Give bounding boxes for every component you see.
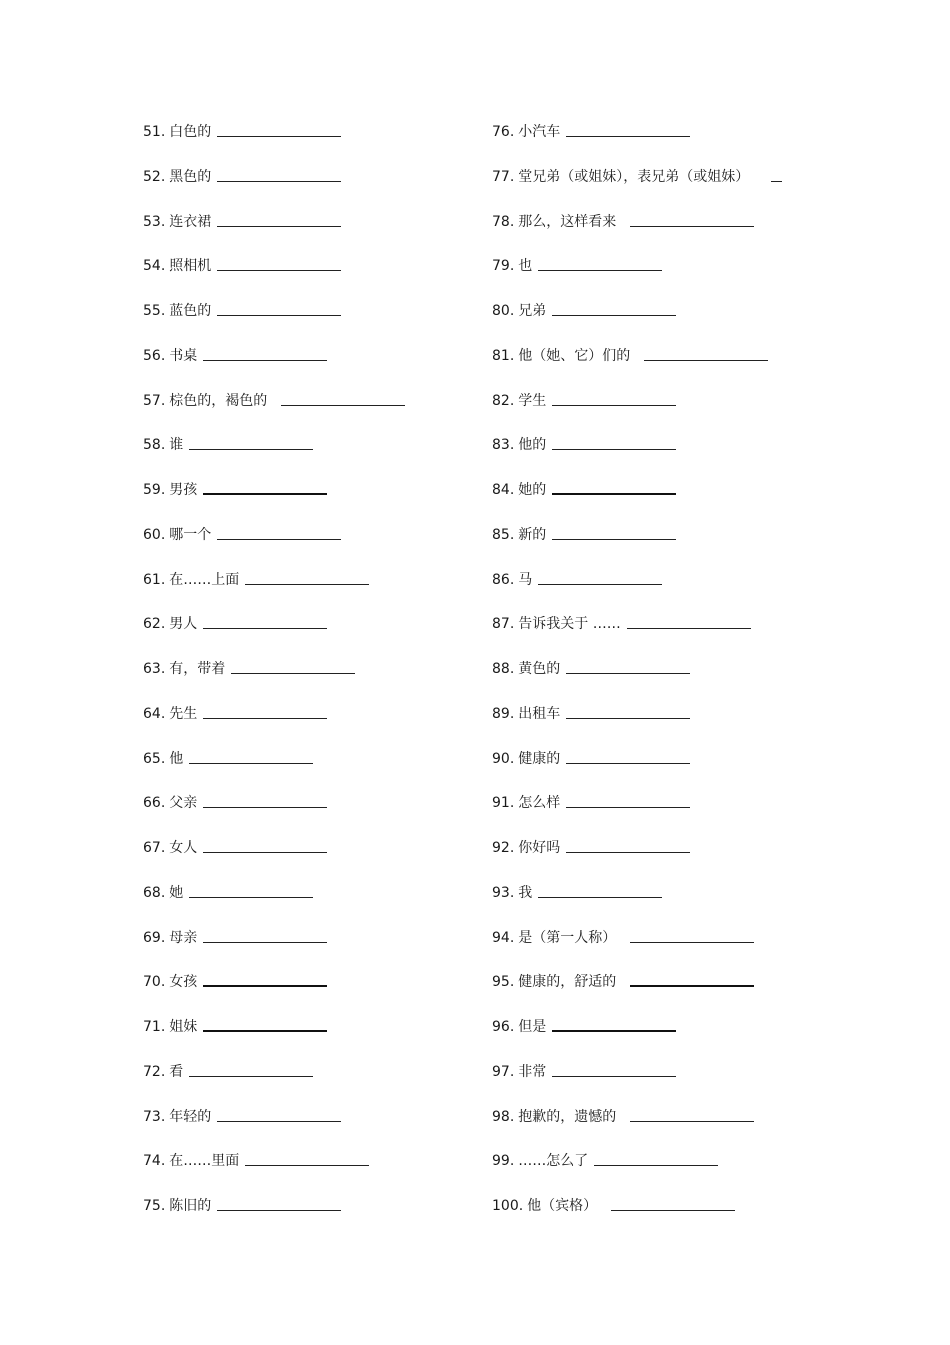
answer-blank[interactable]: [281, 390, 405, 406]
item-number: 64.: [143, 705, 166, 722]
item-number: 53.: [143, 213, 166, 230]
vocab-item: [492, 121, 782, 166]
vocab-item: [143, 613, 405, 658]
item-term: 他的: [518, 437, 547, 454]
answer-blank[interactable]: [611, 1195, 735, 1211]
answer-blank[interactable]: [203, 971, 327, 987]
vocab-item: [143, 211, 405, 256]
item-number: 75.: [143, 1198, 166, 1214]
item-number: 52.: [143, 168, 166, 185]
answer-blank[interactable]: [771, 166, 782, 182]
item-number: 59.: [143, 482, 166, 498]
item-number: 62.: [143, 616, 166, 633]
answer-blank[interactable]: [630, 211, 754, 227]
answer-blank[interactable]: [203, 1016, 327, 1032]
answer-blank[interactable]: [552, 300, 676, 316]
answer-blank[interactable]: [217, 1106, 341, 1122]
vocab-item: [492, 345, 782, 390]
vocab-item: [492, 1195, 782, 1240]
vocab-item: [492, 792, 782, 837]
item-number: 66.: [143, 795, 166, 812]
item-term: 怎么样: [518, 795, 561, 812]
item-number: 94.: [492, 929, 515, 946]
item-term: 男孩: [169, 482, 198, 498]
item-term: 连衣裙: [169, 213, 212, 230]
item-term: 女孩: [169, 974, 198, 991]
answer-blank[interactable]: [630, 971, 754, 987]
vocab-item: [143, 1016, 405, 1061]
item-term: 健康的，舒适的: [518, 974, 617, 991]
answer-blank[interactable]: [552, 479, 676, 495]
item-term: 他: [169, 750, 184, 767]
item-number: 84.: [492, 482, 515, 498]
vocab-item: [143, 569, 405, 614]
answer-blank[interactable]: [538, 255, 662, 271]
item-number: 68.: [143, 884, 166, 901]
right-column: [492, 121, 782, 1240]
item-number: 67.: [143, 840, 166, 856]
vocab-item: [492, 300, 782, 345]
vocab-item: [143, 927, 405, 972]
vocab-item: [143, 390, 405, 435]
answer-blank[interactable]: [566, 658, 690, 674]
answer-blank[interactable]: [594, 1150, 718, 1166]
vocab-item: [143, 837, 405, 882]
item-term: 她的: [518, 482, 547, 498]
answer-blank[interactable]: [552, 1061, 676, 1077]
vocab-item: [143, 748, 405, 793]
vocab-item: [492, 569, 782, 614]
item-number: 81.: [492, 347, 515, 364]
item-term: 哪一个: [169, 526, 212, 543]
item-term: 陈旧的: [169, 1198, 212, 1214]
vocab-item: [492, 882, 782, 927]
answer-blank[interactable]: [627, 613, 751, 629]
vocab-item: [143, 971, 405, 1016]
item-number: 72.: [143, 1063, 166, 1080]
vocab-item: [492, 658, 782, 703]
answer-blank[interactable]: [203, 613, 327, 629]
vocab-item: [143, 524, 405, 569]
item-term: 他（她、它）们的: [518, 347, 631, 364]
item-number: 95.: [492, 974, 515, 991]
item-term: 姐妹: [169, 1019, 198, 1035]
answer-blank[interactable]: [189, 1061, 313, 1077]
item-number: 90.: [492, 750, 515, 767]
item-term: 年轻的: [169, 1108, 212, 1125]
item-number: 83.: [492, 437, 515, 454]
item-number: 86.: [492, 571, 515, 588]
item-number: 92.: [492, 840, 515, 856]
item-number: 56.: [143, 347, 166, 364]
answer-blank[interactable]: [245, 1150, 369, 1166]
vocab-item: [143, 658, 405, 703]
answer-blank[interactable]: [217, 1195, 341, 1211]
answer-blank[interactable]: [203, 792, 327, 808]
answer-blank[interactable]: [566, 121, 690, 137]
vocab-item: [492, 524, 782, 569]
vocab-item: [143, 166, 405, 211]
item-term: 她: [169, 884, 184, 901]
answer-blank[interactable]: [630, 1106, 754, 1122]
item-number: 96.: [492, 1019, 515, 1035]
item-term: 小汽车: [518, 124, 561, 140]
item-term: 黄色的: [518, 661, 561, 677]
item-number: 77.: [492, 168, 515, 185]
item-term: 堂兄弟（或姐妹），表兄弟（或姐妹）: [518, 168, 750, 185]
vocab-item: [492, 971, 782, 1016]
item-term: 学生: [518, 392, 547, 409]
answer-blank[interactable]: [189, 434, 313, 450]
answer-blank[interactable]: [203, 927, 327, 943]
item-term: 有，带着: [169, 661, 226, 677]
item-term: 那么，这样看来: [518, 213, 617, 230]
answer-blank[interactable]: [217, 524, 341, 540]
answer-blank[interactable]: [217, 211, 341, 227]
item-term: 出租车: [518, 705, 561, 722]
answer-blank[interactable]: [566, 837, 690, 853]
answer-blank[interactable]: [552, 390, 676, 406]
item-number: 93.: [492, 884, 515, 901]
item-number: 78.: [492, 213, 515, 230]
item-term: 男人: [169, 616, 198, 633]
answer-blank[interactable]: [203, 703, 327, 719]
item-number: 98.: [492, 1108, 515, 1125]
vocab-item: [492, 613, 782, 658]
item-term: 黑色的: [169, 168, 212, 185]
answer-blank[interactable]: [231, 658, 355, 674]
item-number: 69.: [143, 929, 166, 946]
item-term: 我: [518, 884, 533, 901]
vocab-item: [143, 1150, 405, 1195]
item-number: 74.: [143, 1153, 166, 1170]
vocab-item: [492, 703, 782, 748]
vocab-item: [492, 434, 782, 479]
item-term: 在……里面: [169, 1153, 240, 1170]
vocab-item: [492, 479, 782, 524]
vocab-item: [492, 1016, 782, 1061]
item-number: 88.: [492, 661, 515, 677]
item-number: 71.: [143, 1019, 166, 1035]
item-number: 63.: [143, 661, 166, 677]
item-term: 马: [518, 571, 533, 588]
vocab-item: [492, 1106, 782, 1151]
item-number: 54.: [143, 258, 166, 275]
answer-blank[interactable]: [189, 748, 313, 764]
item-number: 65.: [143, 750, 166, 767]
answer-blank[interactable]: [217, 166, 341, 182]
answer-blank[interactable]: [552, 524, 676, 540]
answer-blank[interactable]: [189, 882, 313, 898]
item-term: 看: [169, 1063, 184, 1080]
vocab-item: [492, 1150, 782, 1195]
item-number: 61.: [143, 571, 166, 588]
answer-blank[interactable]: [566, 748, 690, 764]
item-number: 87.: [492, 616, 515, 633]
item-number: 82.: [492, 392, 515, 409]
vocab-item: [143, 434, 405, 479]
item-number: 79.: [492, 258, 515, 275]
answer-blank[interactable]: [644, 345, 768, 361]
item-number: 51.: [143, 124, 166, 140]
item-number: 89.: [492, 705, 515, 722]
item-number: 76.: [492, 124, 515, 140]
answer-blank[interactable]: [203, 837, 327, 853]
vocab-item: [143, 345, 405, 390]
item-term: 兄弟: [518, 303, 547, 319]
vocab-item: [492, 927, 782, 972]
answer-blank[interactable]: [217, 300, 341, 316]
item-term: 女人: [169, 840, 198, 856]
answer-blank[interactable]: [217, 121, 341, 137]
item-number: 70.: [143, 974, 166, 991]
vocab-item: [492, 390, 782, 435]
item-term: 他（宾格）: [527, 1198, 598, 1214]
item-term: 谁: [169, 437, 184, 454]
item-number: 99.: [492, 1153, 515, 1170]
answer-blank[interactable]: [630, 927, 754, 943]
vocab-item: [143, 255, 405, 300]
answer-blank[interactable]: [566, 792, 690, 808]
vocab-item: [143, 1106, 405, 1151]
item-term: 父亲: [169, 795, 198, 812]
item-term: 抱歉的，遗憾的: [518, 1108, 617, 1125]
vocab-item: [492, 166, 782, 211]
vocab-item: [492, 1061, 782, 1106]
vocab-item: [143, 1061, 405, 1106]
item-number: 80.: [492, 303, 515, 319]
vocab-item: [143, 703, 405, 748]
answer-blank[interactable]: [245, 569, 369, 585]
item-term: 先生: [169, 705, 198, 722]
item-number: 60.: [143, 526, 166, 543]
left-column: [143, 121, 405, 1240]
item-term: 你好吗: [518, 840, 561, 856]
vocab-item: [492, 255, 782, 300]
item-term: 照相机: [169, 258, 212, 275]
vocab-item: [492, 211, 782, 256]
vocab-item: [143, 479, 405, 524]
item-term: 新的: [518, 526, 547, 543]
item-number: 97.: [492, 1063, 515, 1080]
vocab-item: [143, 1195, 405, 1240]
item-number: 58.: [143, 437, 166, 454]
item-number: 85.: [492, 526, 515, 543]
item-term: 但是: [518, 1019, 547, 1035]
answer-blank[interactable]: [217, 255, 341, 271]
answer-blank[interactable]: [203, 345, 327, 361]
vocab-item: [492, 748, 782, 793]
item-term: 母亲: [169, 929, 198, 946]
vocab-item: [143, 882, 405, 927]
item-term: 非常: [518, 1063, 547, 1080]
answer-blank[interactable]: [203, 479, 327, 495]
vocab-item: [492, 837, 782, 882]
item-term: 蓝色的: [169, 303, 212, 319]
vocab-item: [143, 121, 405, 166]
item-number: 57.: [143, 392, 166, 409]
item-number: 100.: [492, 1198, 524, 1214]
answer-blank[interactable]: [566, 703, 690, 719]
item-number: 91.: [492, 795, 515, 812]
answer-blank[interactable]: [552, 1016, 676, 1032]
item-term: 书桌: [169, 347, 198, 364]
item-term: 在……上面: [169, 571, 240, 588]
item-term: 是（第一人称）: [518, 929, 617, 946]
item-term: 白色的: [169, 124, 212, 140]
answer-blank[interactable]: [538, 882, 662, 898]
vocab-item: [143, 792, 405, 837]
item-term: 告诉我关于 ……: [518, 616, 621, 633]
item-term: ……怎么了: [518, 1153, 589, 1170]
item-term: 也: [518, 258, 533, 275]
item-term: 健康的: [518, 750, 561, 767]
answer-blank[interactable]: [538, 569, 662, 585]
answer-blank[interactable]: [552, 434, 676, 450]
item-number: 73.: [143, 1108, 166, 1125]
item-term: 棕色的，褐色的: [169, 392, 268, 409]
item-number: 55.: [143, 303, 166, 319]
vocab-item: [143, 300, 405, 345]
